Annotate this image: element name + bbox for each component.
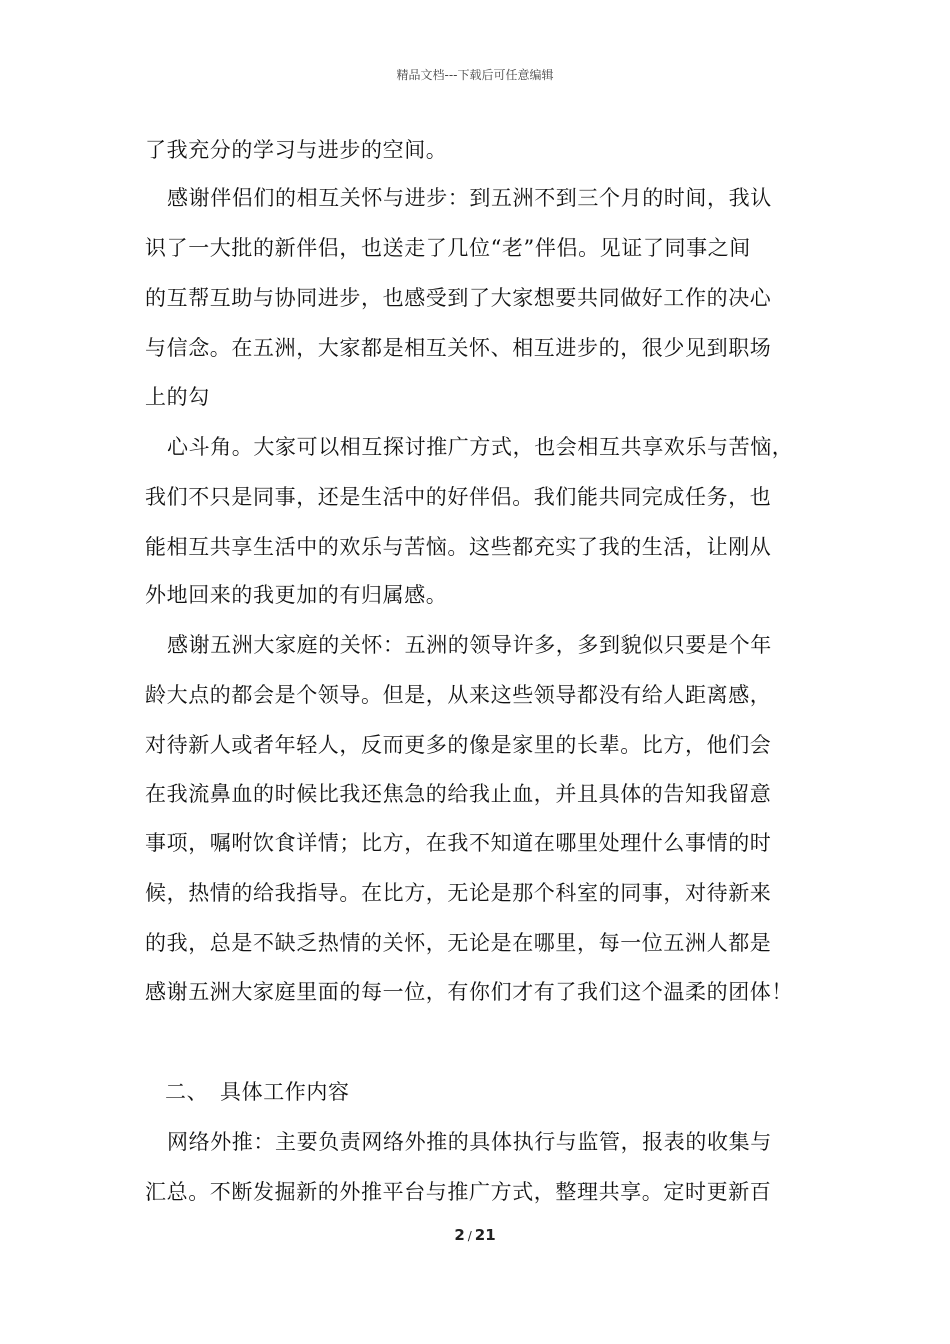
- body-line: 上的勾: [145, 385, 210, 409]
- body-line: 与信念。在五洲，大家都是相互关怀、相互进步的，很少见到职场: [145, 336, 772, 360]
- paragraph-start-line: 网络外推：主要负责网络外推的具体执行与监管，报表的收集与: [167, 1130, 772, 1154]
- paragraph-start-line: 感谢伴侣们的相互关怀与进步：到五洲不到三个月的时间，我认: [167, 186, 772, 210]
- body-line: 对待新人或者年轻人，反而更多的像是家里的长辈。比方，他们会: [145, 733, 772, 757]
- section-number: 二、: [165, 1080, 209, 1104]
- body-line: 的互帮互助与协同进步，也感受到了大家想要共同做好工作的决心: [145, 286, 772, 310]
- current-page: 2: [454, 1226, 465, 1244]
- body-line: 龄大点的都会是个领导。但是，从来这些领导都没有给人距离感，: [145, 683, 772, 707]
- body-line: 能相互共享生活中的欢乐与苦恼。这些都充实了我的生活，让刚从: [145, 535, 772, 559]
- total-pages: 21: [474, 1226, 496, 1244]
- section-heading: [165, 1077, 855, 1107]
- body-line: 识了一大批的新伴侣，也送走了几位“老”伴侣。见证了同事之间: [145, 236, 751, 260]
- body-line: 我们不只是同事，还是生活中的好伴侣。我们能共同完成任务，也: [145, 485, 772, 509]
- body-line: 事项，嘱咐饮食详情；比方，在我不知道在哪里处理什么事情的时: [145, 831, 772, 855]
- paragraph-start-line: 心斗角。大家可以相互探讨推广方式，也会相互共享欢乐与苦恼，: [167, 435, 794, 459]
- page-separator: /: [467, 1229, 472, 1243]
- page-number: [0, 1226, 950, 1244]
- body-line: 感谢五洲大家庭里面的每一位，有你们才有了我们这个温柔的团体！: [145, 980, 793, 1004]
- section-title: 具体工作内容: [220, 1080, 350, 1104]
- page-header: 精品文档---下载后可任意编辑: [396, 68, 554, 82]
- body-line: 候，热情的给我指导。在比方，无论是那个科室的同事，对待新来: [145, 881, 772, 905]
- body-line: 汇总。不断发掘新的外推平台与推广方式，整理共享。定时更新百: [145, 1180, 772, 1204]
- paragraph-start-line: 感谢五洲大家庭的关怀：五洲的领导许多，多到貌似只要是个年: [167, 633, 772, 657]
- body-line: 了我充分的学习与进步的空间。: [145, 138, 448, 162]
- body-line: 外地回来的我更加的有归属感。: [145, 583, 448, 607]
- body-line: 的我，总是不缺乏热情的关怀，无论是在哪里，每一位五洲人都是: [145, 931, 772, 955]
- body-line: 在我流鼻血的时候比我还焦急的给我止血，并且具体的告知我留意: [145, 782, 772, 806]
